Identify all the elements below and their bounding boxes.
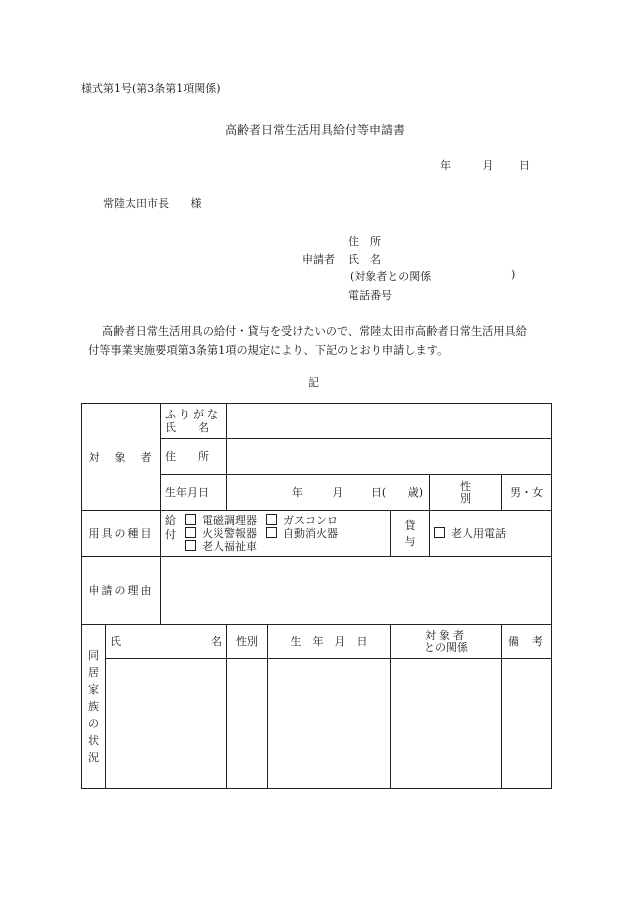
age: 歳): [407, 486, 423, 499]
family-notes-value[interactable]: [502, 659, 552, 789]
taiyo-item-checkbox[interactable]: [434, 527, 445, 538]
addressee-honorific: 様: [190, 197, 202, 210]
family-label-cell: [82, 625, 106, 789]
family-relation-2: との関係: [424, 640, 468, 654]
subject-label: 対 象 者: [88, 450, 154, 464]
kyufu-cell: [161, 511, 391, 557]
family-label: 同居家族の状況: [88, 649, 99, 764]
date-year: 年: [440, 159, 451, 172]
family-name-b: 名: [211, 635, 222, 648]
address-label: 住 所: [165, 450, 209, 463]
applicant-label: 申請者: [302, 253, 335, 266]
family-notes-a: 備: [508, 635, 519, 648]
addressee-name: 常陸太田市長: [103, 197, 169, 210]
date-month: 月: [482, 159, 494, 172]
kyufu-item: 火災警報器: [202, 527, 257, 540]
sex-label: 性別: [460, 479, 471, 505]
family-notes-header: [502, 625, 552, 659]
birth-label: 生年月日: [165, 486, 209, 499]
address-label-cell: [161, 439, 227, 475]
family-name-header: [106, 625, 227, 659]
kyufu-item-checkbox[interactable]: [185, 540, 196, 551]
applicant-address-label: 住 所: [348, 235, 381, 248]
family-name-value[interactable]: [106, 659, 227, 789]
date-line: [440, 157, 530, 173]
taiyo-label: 貸与: [404, 518, 416, 548]
kyufu-item-checkbox[interactable]: [185, 514, 196, 525]
birth-label-cell: [161, 475, 227, 511]
family-relation-1: 対象者: [425, 628, 467, 642]
sex-options[interactable]: [502, 475, 552, 511]
family-relation-header: [391, 625, 502, 659]
kyufu-item-checkbox[interactable]: [266, 527, 277, 538]
reason-value[interactable]: [161, 557, 552, 625]
reason-label: 申請の理由: [88, 584, 154, 597]
subject-name-value[interactable]: [227, 404, 552, 439]
subject-address-value[interactable]: [227, 439, 552, 475]
applicant-phone-label: 電話番号: [348, 289, 392, 302]
taiyo-label-cell: [391, 511, 430, 557]
date-day: 日: [519, 159, 530, 172]
family-relation-value[interactable]: [391, 659, 502, 789]
kyufu-item: 自動消火器: [283, 527, 338, 540]
birth-value[interactable]: [227, 475, 430, 511]
family-notes-b: 考: [532, 635, 543, 648]
tools-kind-label: 用具の種目: [88, 527, 154, 540]
subject-label-cell: [82, 404, 161, 511]
kyufu-item-checkbox[interactable]: [185, 527, 196, 538]
kyufu-item: 老人福祉車: [202, 540, 257, 553]
body-text-1: 高齢者日常生活用具の給付・貸与を受けたいので、常陸太田市高齢者日常生活用具給: [102, 325, 527, 338]
birth-year: 年: [291, 486, 303, 499]
applicant-name-label: 氏 名: [348, 253, 381, 266]
birth-day: 日(: [370, 486, 387, 499]
name-label: 氏 名: [165, 421, 209, 434]
addressee: [103, 195, 202, 211]
tools-kind-cell: [82, 511, 161, 557]
kyufu-label: 給付: [165, 514, 176, 541]
body-text-2: 付等事業実施要項第3条第1項の規定により、下記のとおり申請します。: [88, 344, 449, 357]
furigana-label: ふりがな: [165, 408, 221, 421]
reason-cell: [82, 557, 161, 625]
family-birth-header: [268, 625, 391, 659]
family-sex-value[interactable]: [227, 659, 268, 789]
furigana-name-header: [161, 404, 227, 439]
form-number: 様式第1号(第3条第1項関係): [81, 82, 221, 95]
taiyo-item: 老人用電話: [451, 527, 506, 540]
page-title: 高齢者日常生活用具給付等申請書: [225, 123, 406, 137]
family-birth-value[interactable]: [268, 659, 391, 789]
application-table: [81, 403, 552, 789]
birth-month: 月: [332, 486, 344, 499]
family-birth: 生 年 月 日: [290, 635, 368, 648]
family-sex-header: [227, 625, 268, 659]
sex-label-cell: [430, 475, 502, 511]
kyufu-item: ガスコンロ: [283, 514, 338, 527]
kyufu-item-checkbox[interactable]: [266, 514, 277, 525]
family-name-a: 氏: [110, 635, 121, 648]
family-sex: 性別: [236, 635, 258, 648]
sex-options-text: 男・女: [510, 486, 543, 499]
applicant-relation-close: ): [511, 268, 516, 281]
taiyo-cell: [430, 511, 552, 557]
kyufu-item: 電磁調理器: [202, 514, 257, 527]
ki-label: 記: [308, 376, 319, 389]
applicant-relation-label: (対象者との関係: [350, 270, 432, 283]
